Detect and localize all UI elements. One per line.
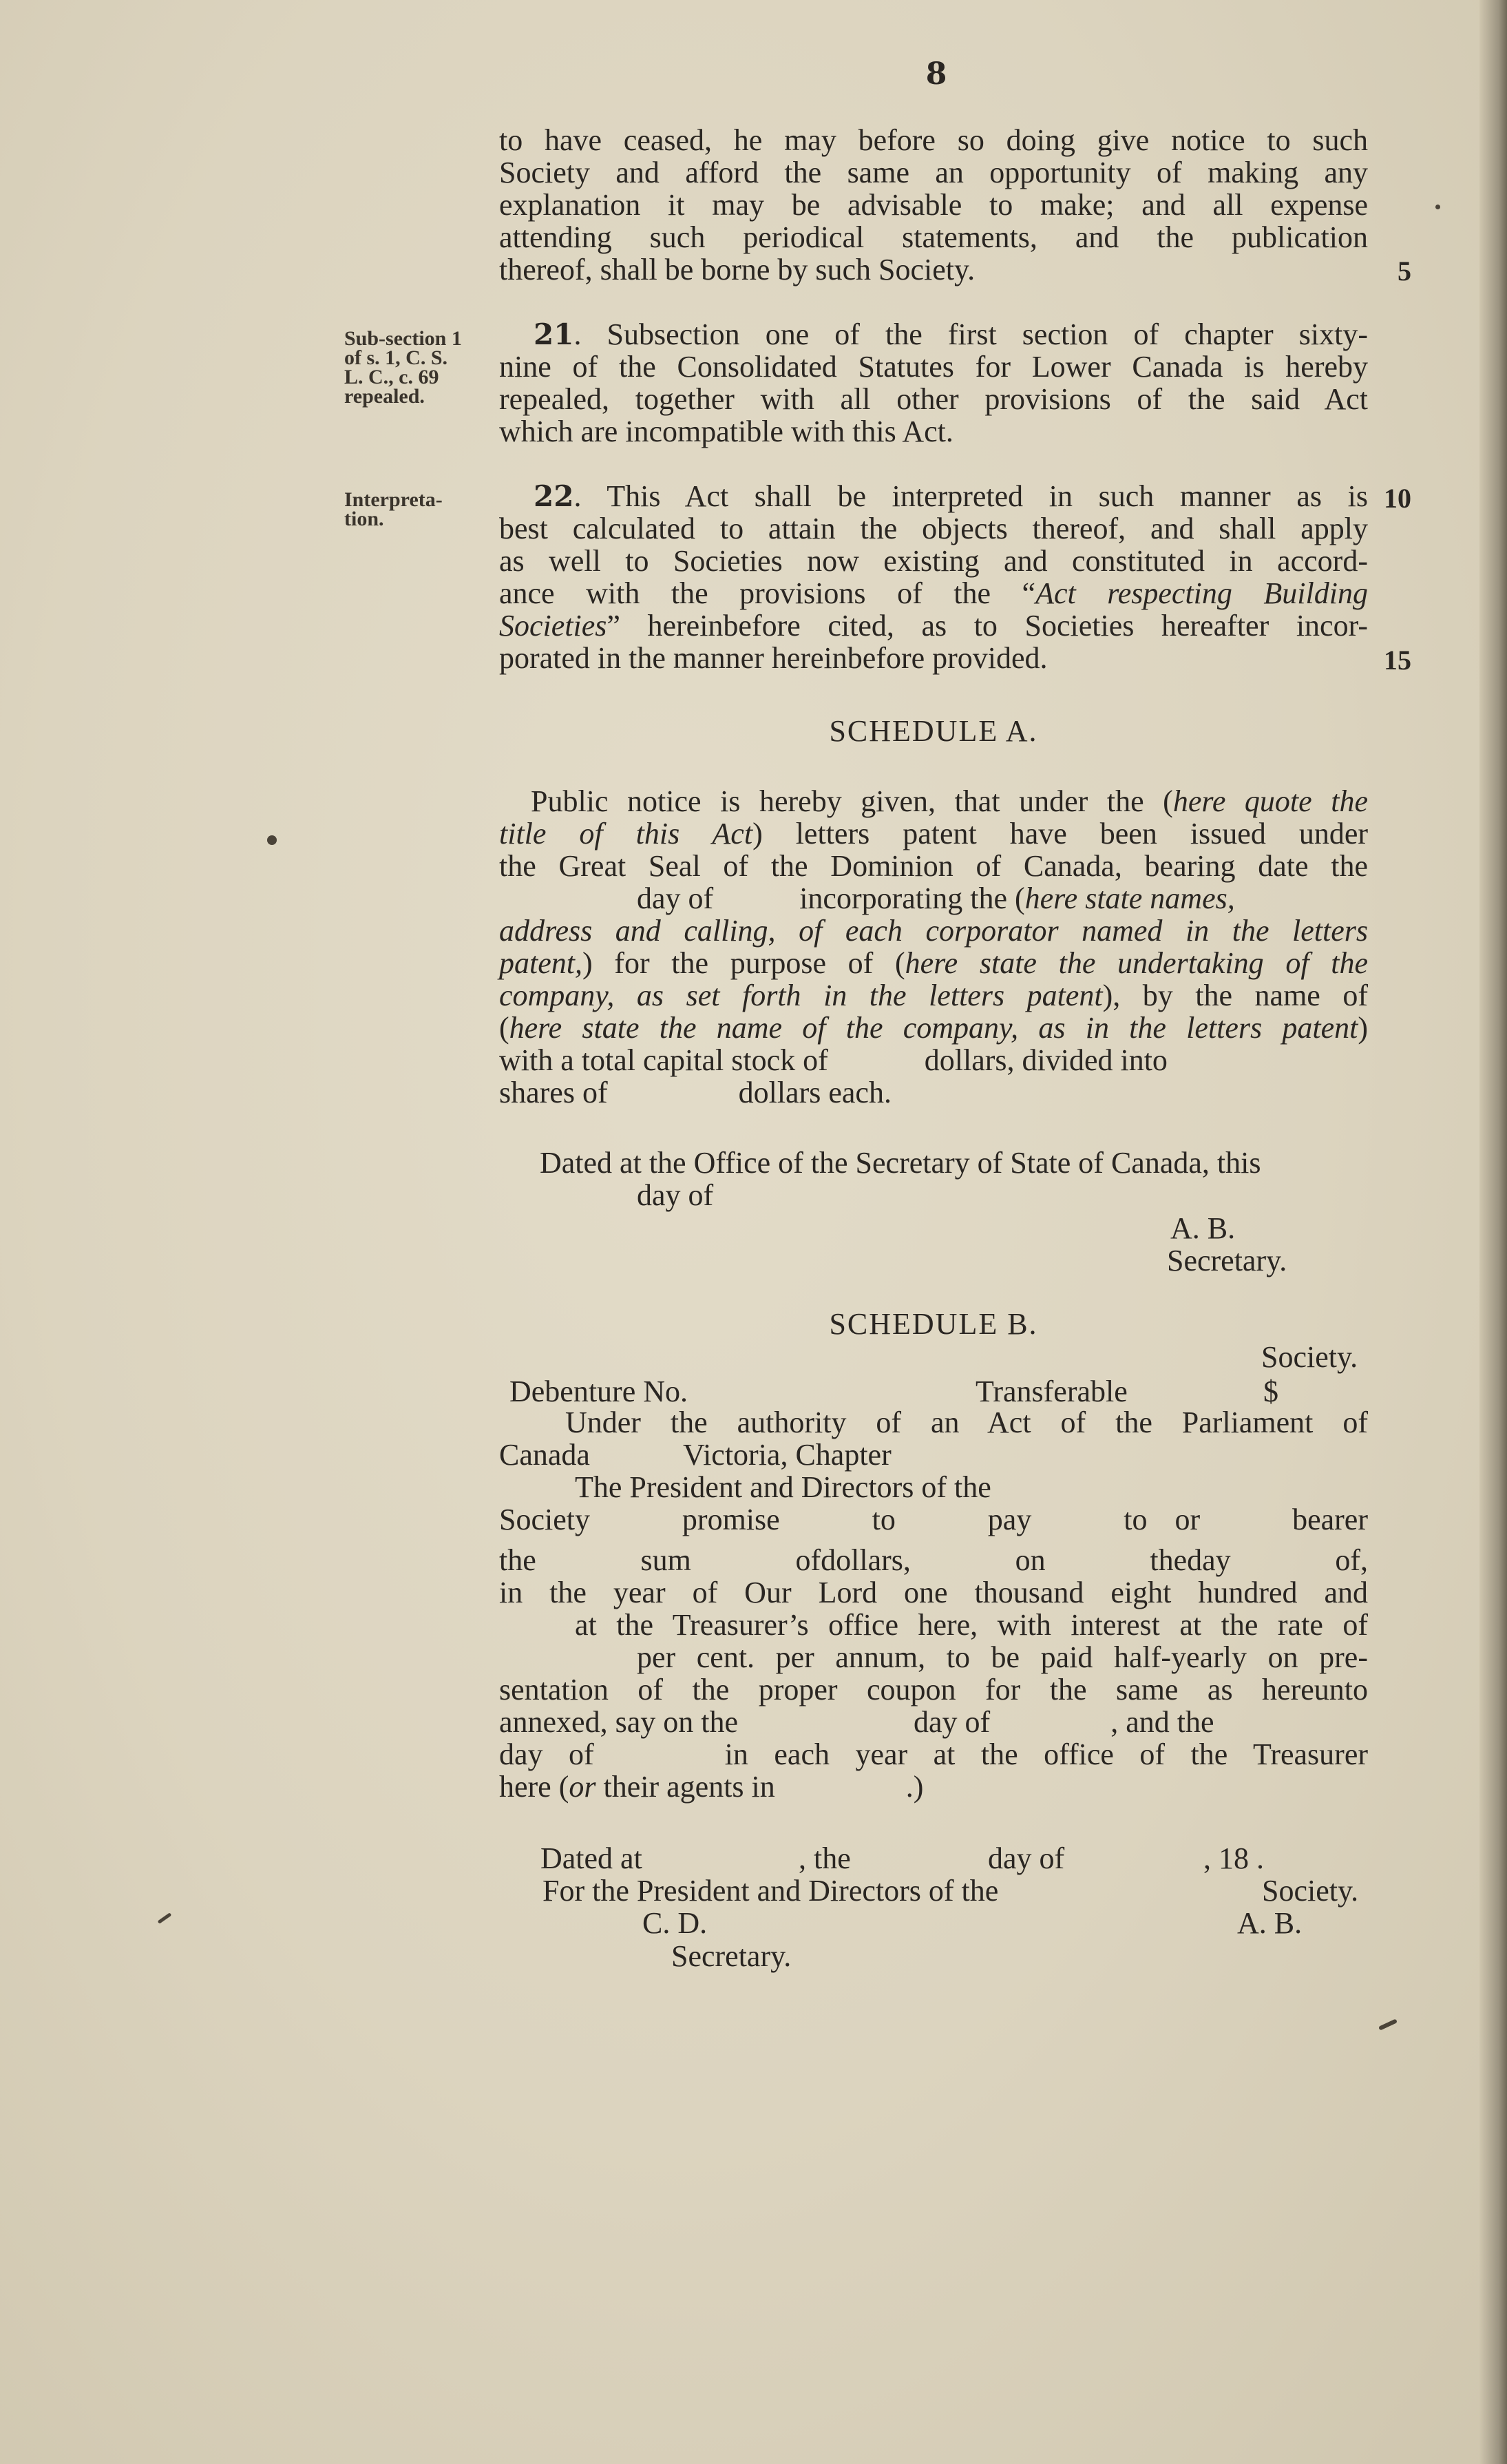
text-line: Under the authority of an Act of the Parliament of xyxy=(565,1406,1368,1439)
text-line: Canada Victoria, Chapter xyxy=(499,1438,892,1472)
ink-speck xyxy=(158,1912,172,1924)
text-line: nine of the Consolidated Statutes for Lower Canada is hereby xyxy=(499,350,1368,384)
section-number: 21 xyxy=(534,317,574,351)
schedule-b-dated-day-of: day of xyxy=(988,1841,1065,1875)
schedule-b-dated-the: , the xyxy=(799,1841,851,1875)
text-line: (here state the name of the company, as in the letters patent) xyxy=(499,1011,1368,1045)
for-society: Society. xyxy=(1262,1874,1359,1908)
text-line: company, as set forth in the letters patent), by the name of xyxy=(499,979,1369,1012)
section-21 xyxy=(499,318,1368,448)
schedule-b-heading: SCHEDULE B. xyxy=(829,1307,1038,1341)
schedule-b-dated-year: , 18 . xyxy=(1203,1841,1264,1875)
schedule-a-notice xyxy=(499,785,1368,1109)
page-number: 8 xyxy=(925,56,947,92)
text-line: thereof, shall be borne by such Society. xyxy=(499,253,976,286)
schedule-b-society: Society. xyxy=(1261,1340,1358,1374)
ink-speck xyxy=(1435,205,1440,209)
text-line: ance with the provisions of the “Act respecting Building xyxy=(499,576,1368,610)
transferable-label: Transferable xyxy=(976,1375,1128,1408)
margin-note-line: repealed. xyxy=(344,385,425,408)
ink-speck xyxy=(267,835,277,845)
margin-note-line: L. C., c. 69 xyxy=(344,366,439,388)
text-line: best calculated to attain the objects thereof, and shall apply xyxy=(499,512,1368,545)
ink-speck xyxy=(1378,2018,1398,2030)
text-line: the Great Seal of the Dominion of Canada, bearing date the xyxy=(499,849,1368,883)
text-line: with a total capital stock of dollars, divided into xyxy=(499,1043,1168,1077)
text-line: address and calling, of each corporator named in the letters xyxy=(499,914,1368,948)
text-line: shares of dollars each. xyxy=(499,1076,892,1109)
text-line: day of in each year at the office of the Treasurer xyxy=(499,1737,1368,1771)
margin-note-line: Interpreta- xyxy=(344,488,443,511)
text-line: title of this Act) letters patent have been issued under xyxy=(499,817,1369,850)
margin-note-line: Sub-section 1 xyxy=(344,327,462,350)
text-line: 21. Subsection one of the first section of chapter sixty- xyxy=(534,317,1368,351)
schedule-b-debenture xyxy=(499,1406,1368,1803)
schedule-a-dated: Dated at the Office of the Secretary of State of Canada, this xyxy=(540,1146,1261,1180)
text-line: porated in the manner hereinbefore provided. xyxy=(499,641,1048,675)
text-line: in the year of Our Lord one thousand eight hundred and xyxy=(499,1576,1368,1609)
text-line: sentation of the proper coupon for the same as hereunto xyxy=(499,1673,1368,1706)
text-line: day of incorporating the (here state names, xyxy=(637,881,1235,915)
margin-note-section-22 xyxy=(344,490,475,529)
debenture-number-label: Debenture No. xyxy=(509,1375,688,1408)
text-line: explanation it may be advisable to make; and all expense xyxy=(499,188,1368,222)
page-edge-shadow xyxy=(1479,0,1507,2464)
text-line: annexed, say on the day of , and the xyxy=(499,1705,1214,1739)
line-number-15: 15 xyxy=(1384,645,1411,676)
line-number-5: 5 xyxy=(1398,255,1411,286)
dollar-sign: $ xyxy=(1263,1375,1278,1408)
schedule-a-signature-title: Secretary. xyxy=(1167,1244,1287,1277)
text-line: Societies” hereinbefore cited, as to Societies hereafter incor- xyxy=(499,609,1368,643)
text-line: 22. This Act shall be interpreted in such manner as is xyxy=(534,479,1368,513)
signature-secretary: Secretary. xyxy=(671,1939,792,1973)
signature-ab: A. B. xyxy=(1237,1906,1303,1940)
margin-note-section-21 xyxy=(344,329,475,406)
text-line: here (or their agents in .) xyxy=(499,1770,924,1804)
text-line: which are incompatible with this Act. xyxy=(499,415,953,448)
text-line: to have ceased, he may before so doing give notice to such xyxy=(499,123,1368,157)
text-line: Society and afford the same an opportunity of making any xyxy=(499,156,1368,189)
text-line: at the Treasurer’s office here, with interest at the rate of xyxy=(575,1608,1368,1642)
margin-note-line: tion. xyxy=(344,508,384,530)
schedule-a-day-of: day of xyxy=(637,1178,714,1212)
text-line: The President and Directors of the xyxy=(575,1470,991,1504)
text-line: Society promise to pay to or bearer xyxy=(499,1503,1368,1536)
signature-cd: C. D. xyxy=(642,1906,708,1940)
schedule-a-signature: A. B. xyxy=(1170,1211,1236,1245)
text-line: per cent. per annum, to be paid half-yearly on pre- xyxy=(637,1640,1368,1674)
section-number: 22 xyxy=(534,479,574,513)
text-line: as well to Societies now existing and constituted in accord- xyxy=(499,544,1368,578)
text-line: Public notice is hereby given, that under the (here quote the xyxy=(531,784,1368,818)
for-president-line: For the President and Directors of the xyxy=(542,1874,999,1908)
margin-note-line: of s. 1, C. S. xyxy=(344,346,448,369)
section-22 xyxy=(499,480,1368,674)
text-line: repealed, together with all other provisions of the said Act xyxy=(499,382,1368,416)
schedule-b-dated-at: Dated at xyxy=(540,1841,642,1875)
text-line: the sum ofdollars, on theday of, xyxy=(499,1543,1368,1577)
text-line: patent,) for the purpose of (here state the undertaking of the xyxy=(499,946,1368,980)
section-20-tail xyxy=(499,124,1368,286)
schedule-a-heading: SCHEDULE A. xyxy=(829,714,1038,748)
text-line: attending such periodical statements, and the publication xyxy=(499,220,1368,254)
line-number-10: 10 xyxy=(1384,483,1411,514)
